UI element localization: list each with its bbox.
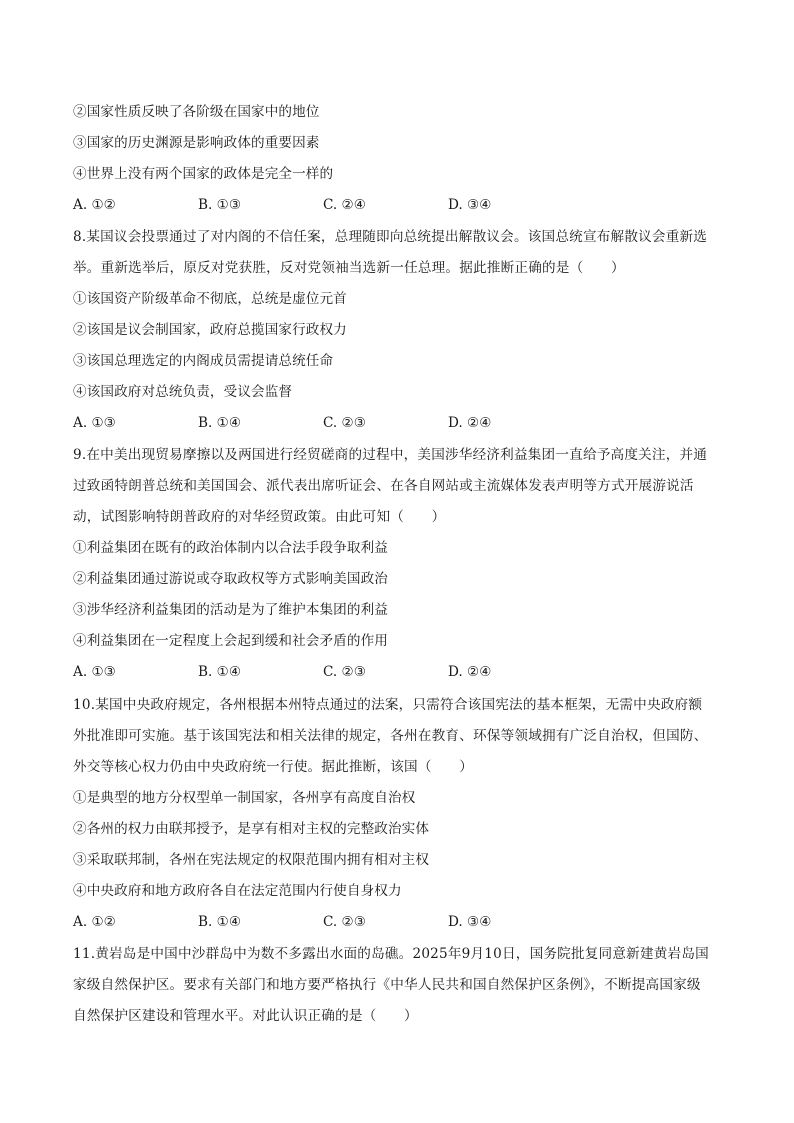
statement-2: ②国家性质反映了各阶级在国家中的地位 — [73, 104, 320, 120]
answer-choices — [73, 907, 725, 938]
statement-2: ②利益集团通过游说或夺取政权等方式影响美国政治 — [73, 571, 388, 587]
choice-b: B. ①④ — [198, 664, 242, 680]
question-stem-line: 动，试图影响特朗普政府的对华经贸政策。由此可知（ ） — [73, 509, 446, 525]
question-8 — [73, 222, 725, 439]
statement-4: ④世界上没有两个国家的政体是完全一样的 — [73, 166, 334, 182]
question-stem-line: 家级自然保护区。要求有关部门和地方要严格执行《中华人民共和国自然保护区条例》，不断提高国家级 — [73, 977, 701, 993]
choice-d: D. ②④ — [448, 415, 492, 431]
choice-a: A. ①③ — [73, 664, 116, 680]
question-11 — [73, 939, 725, 1032]
statement-3: ③国家的历史渊源是影响政体的重要因素 — [73, 135, 320, 151]
answer-choices — [73, 190, 725, 221]
question-9 — [73, 440, 725, 688]
statement-3: ③采取联邦制，各州在宪法规定的权限范围内拥有相对主权 — [73, 852, 430, 868]
choice-c: C. ②③ — [323, 914, 366, 930]
choice-d: D. ③④ — [448, 914, 492, 930]
question-stem-line: 过致函特朗普总统和美国国会、派代表出席听证会、在各自网站或主流媒体发表声明等方式开展游说活 — [73, 478, 694, 494]
statement-4: ④利益集团在一定程度上会起到缓和社会矛盾的作用 — [73, 633, 388, 649]
choice-c: C. ②③ — [323, 664, 366, 680]
choice-b: B. ①④ — [198, 415, 242, 431]
question-10 — [73, 690, 725, 938]
choice-a: A. ①③ — [73, 415, 116, 431]
statement-1: ①该国资产阶级革命不彻底，总统是虚位元首 — [73, 291, 347, 307]
choice-c: C. ②④ — [323, 197, 366, 213]
choice-b: B. ①③ — [198, 197, 242, 213]
answer-choices — [73, 408, 725, 439]
statement-1: ①利益集团在既有的政治体制内以合法手段争取利益 — [73, 540, 388, 556]
statement-3: ③涉华经济利益集团的活动是为了维护本集团的利益 — [73, 602, 388, 618]
question-stem-line: 10.某国中央政府规定，各州根据本州特点通过的法案，只需符合该国宪法的基本框架，无需中央政府额 — [73, 697, 703, 713]
statement-3: ③该国总理选定的内阁成员需提请总统任命 — [73, 353, 334, 369]
statement-4: ④该国政府对总统负责，受议会监督 — [73, 384, 293, 400]
statement-1: ①是典型的地方分权型单一制国家，各州享有高度自治权 — [73, 790, 416, 806]
statement-2: ②各州的权力由联邦授予，是享有相对主权的完整政治实体 — [73, 821, 430, 837]
question-stem-line: 8.某国议会投票通过了对内阁的不信任案，总理随即向总统提出解散议会。该国总统宣布解散议会重新选 — [73, 229, 708, 245]
question-7-continuation — [73, 97, 725, 221]
question-stem-line: 外批准即可实施。基于该国宪法和相关法律的规定，各州在教育、环保等领域拥有广泛自治权，但国防、 — [73, 728, 708, 744]
statement-2: ②该国是议会制国家，政府总揽国家行政权力 — [73, 322, 347, 338]
question-stem-line: 举。重新选举后，原反对党获胜，反对党领袖当选新一任总理。据此推断正确的是（ ） — [73, 260, 625, 276]
choice-d: D. ③④ — [448, 197, 492, 213]
choice-a: A. ①② — [73, 197, 116, 213]
choice-a: A. ①② — [73, 914, 116, 930]
choice-b: B. ①④ — [198, 914, 242, 930]
statement-4: ④中央政府和地方政府各自在法定范围内行使自身权力 — [73, 883, 402, 899]
question-stem-line: 自然保护区建设和管理水平。对此认识正确的是（ ） — [73, 1008, 418, 1024]
question-stem-line: 11.黄岩岛是中国中沙群岛中为数不多露出水面的岛礁。2025年9月10日，国务院批复同意新建黄岩岛国 — [73, 946, 709, 962]
question-stem-line: 9.在中美出现贸易摩擦以及两国进行经贸磋商的过程中，美国涉华经济利益集团一直给予高度关注，并通 — [73, 447, 708, 463]
choice-c: C. ②③ — [323, 415, 366, 431]
answer-choices — [73, 657, 725, 688]
question-stem-line: 外交等核心权力仍由中央政府统一行使。据此推断，该国（ ） — [73, 759, 474, 775]
choice-d: D. ②④ — [448, 664, 492, 680]
